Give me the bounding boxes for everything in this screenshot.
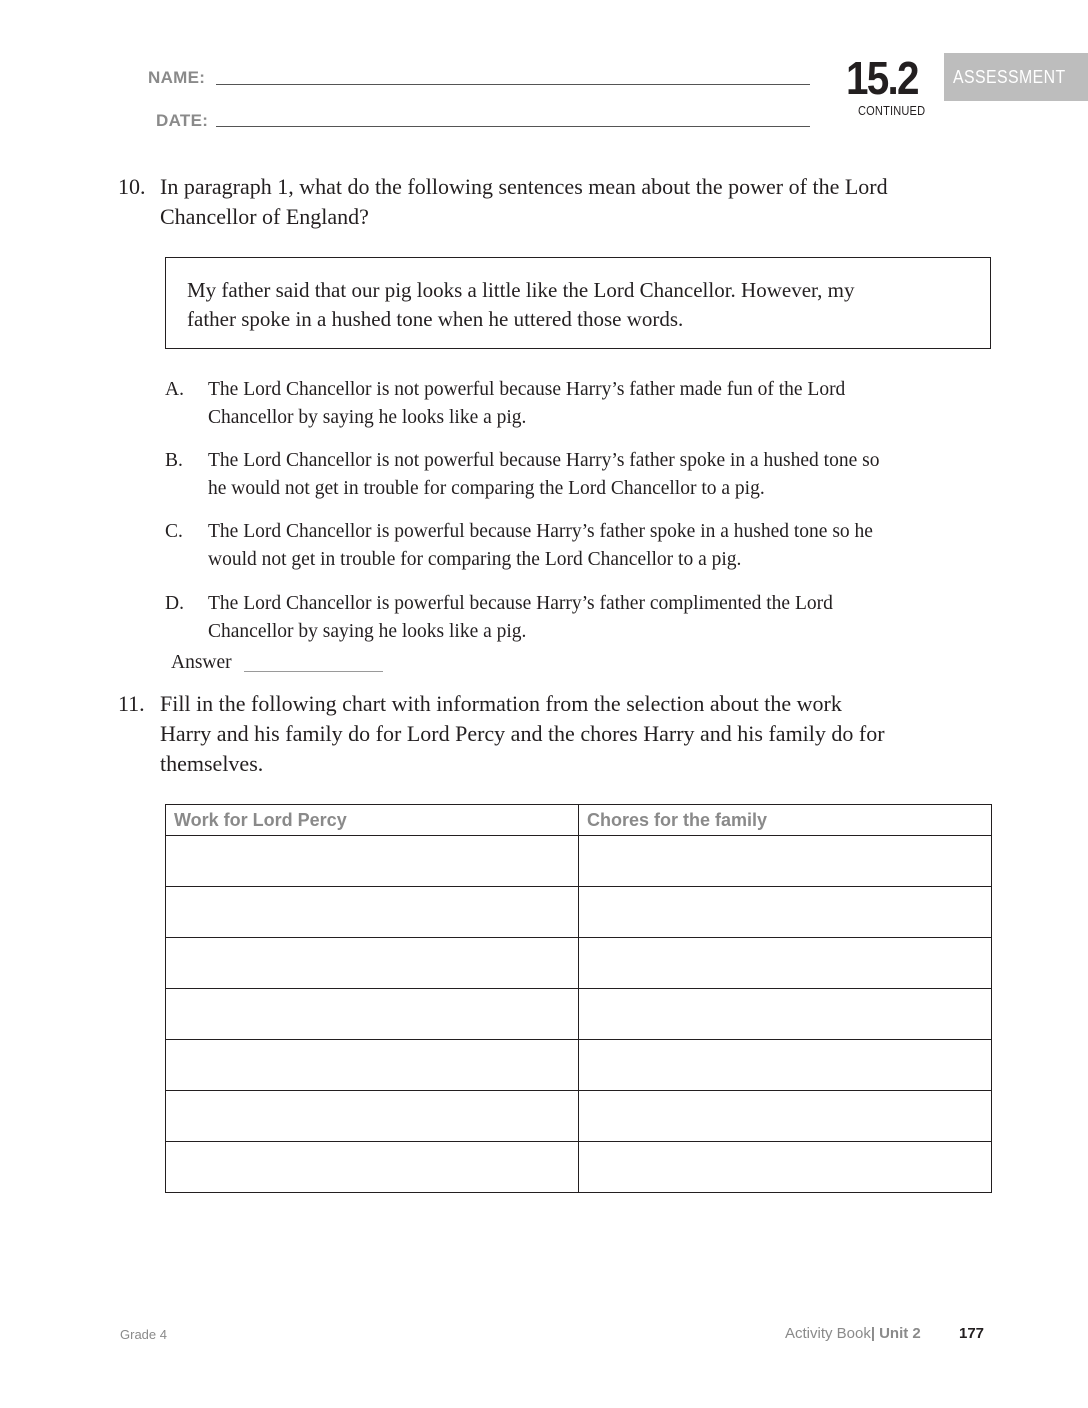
- table-row: [166, 836, 992, 887]
- question-11-number: 11.: [118, 691, 145, 716]
- answer-field-line[interactable]: [244, 671, 383, 672]
- option-c-letter: C.: [165, 521, 183, 542]
- option-a-line2: Chancellor by saying he looks like a pig.: [208, 407, 527, 428]
- chores-cell[interactable]: [579, 989, 992, 1040]
- question-10-text-line1: In paragraph 1, what do the following sentences mean about the power of the Lord: [160, 174, 888, 199]
- chores-cell[interactable]: [579, 887, 992, 938]
- footer-book: Activity Book: [785, 1325, 871, 1342]
- footer-separator: |: [870, 1325, 876, 1342]
- date-label: DATE:: [156, 111, 209, 130]
- chores-cell[interactable]: [579, 1040, 992, 1091]
- column-header-chores: Chores for the family: [579, 805, 992, 836]
- option-a-letter: A.: [165, 379, 184, 400]
- question-10-number: 10.: [118, 174, 146, 199]
- work-cell[interactable]: [166, 1040, 579, 1091]
- answer-label: Answer: [171, 652, 232, 673]
- question-10-text-line2: Chancellor of England?: [160, 204, 369, 229]
- lesson-number: 15.2: [846, 52, 918, 104]
- option-b-line2: he would not get in trouble for comparing the Lord Chancellor to a pig.: [208, 478, 765, 499]
- work-cell[interactable]: [166, 1091, 579, 1142]
- quote-box: [165, 257, 991, 349]
- date-field-line[interactable]: [216, 126, 810, 127]
- option-d-line1: The Lord Chancellor is powerful because Harry’s father complimented the Lord: [208, 593, 833, 614]
- chores-cell[interactable]: [579, 1142, 992, 1193]
- chores-cell[interactable]: [579, 836, 992, 887]
- table-header-row: [166, 805, 992, 836]
- assessment-tab: [944, 53, 1088, 101]
- continued-label: CONTINUED: [858, 103, 926, 118]
- option-a-line1: The Lord Chancellor is not powerful because Harry’s father made fun of the Lord: [208, 379, 846, 400]
- name-label: NAME:: [148, 68, 206, 87]
- table-row: [166, 1142, 992, 1193]
- quote-line1: My father said that our pig looks a little like the Lord Chancellor. However, my: [187, 278, 855, 302]
- option-d-line2: Chancellor by saying he looks like a pig.: [208, 621, 527, 642]
- option-c-line2: would not get in trouble for comparing the Lord Chancellor to a pig.: [208, 549, 742, 570]
- option-c-line1: The Lord Chancellor is powerful because Harry’s father spoke in a hushed tone so he: [208, 521, 873, 542]
- table-row: [166, 989, 992, 1040]
- footer-grade: Grade 4: [120, 1327, 167, 1342]
- work-cell[interactable]: [166, 836, 579, 887]
- option-b-line1: The Lord Chancellor is not powerful because Harry’s father spoke in a hushed tone so: [208, 450, 880, 471]
- column-header-work: Work for Lord Percy: [166, 805, 579, 836]
- chores-cell[interactable]: [579, 1091, 992, 1142]
- footer-book-info: [785, 1325, 921, 1343]
- name-field-line[interactable]: [216, 84, 810, 85]
- page-number: 177: [959, 1325, 985, 1342]
- table-row: [166, 1040, 992, 1091]
- footer-unit: Unit 2: [879, 1325, 921, 1342]
- table-row: [166, 887, 992, 938]
- work-cell[interactable]: [166, 989, 579, 1040]
- question-11-text-line2: Harry and his family do for Lord Percy and the chores Harry and his family do for: [160, 721, 885, 746]
- work-cell[interactable]: [166, 887, 579, 938]
- work-chores-chart: [165, 804, 992, 1193]
- quote-line2: father spoke in a hushed tone when he uttered those words.: [187, 307, 684, 331]
- question-11-text-line1: Fill in the following chart with information from the selection about the work: [160, 691, 842, 716]
- table-row: [166, 938, 992, 989]
- option-d-letter: D.: [165, 593, 184, 614]
- option-b-letter: B.: [165, 450, 183, 471]
- assessment-tab-label: ASSESSMENT: [953, 67, 1066, 87]
- chores-cell[interactable]: [579, 938, 992, 989]
- work-cell[interactable]: [166, 1142, 579, 1193]
- question-11-text-line3: themselves.: [160, 751, 264, 776]
- work-cell[interactable]: [166, 938, 579, 989]
- table-row: [166, 1091, 992, 1142]
